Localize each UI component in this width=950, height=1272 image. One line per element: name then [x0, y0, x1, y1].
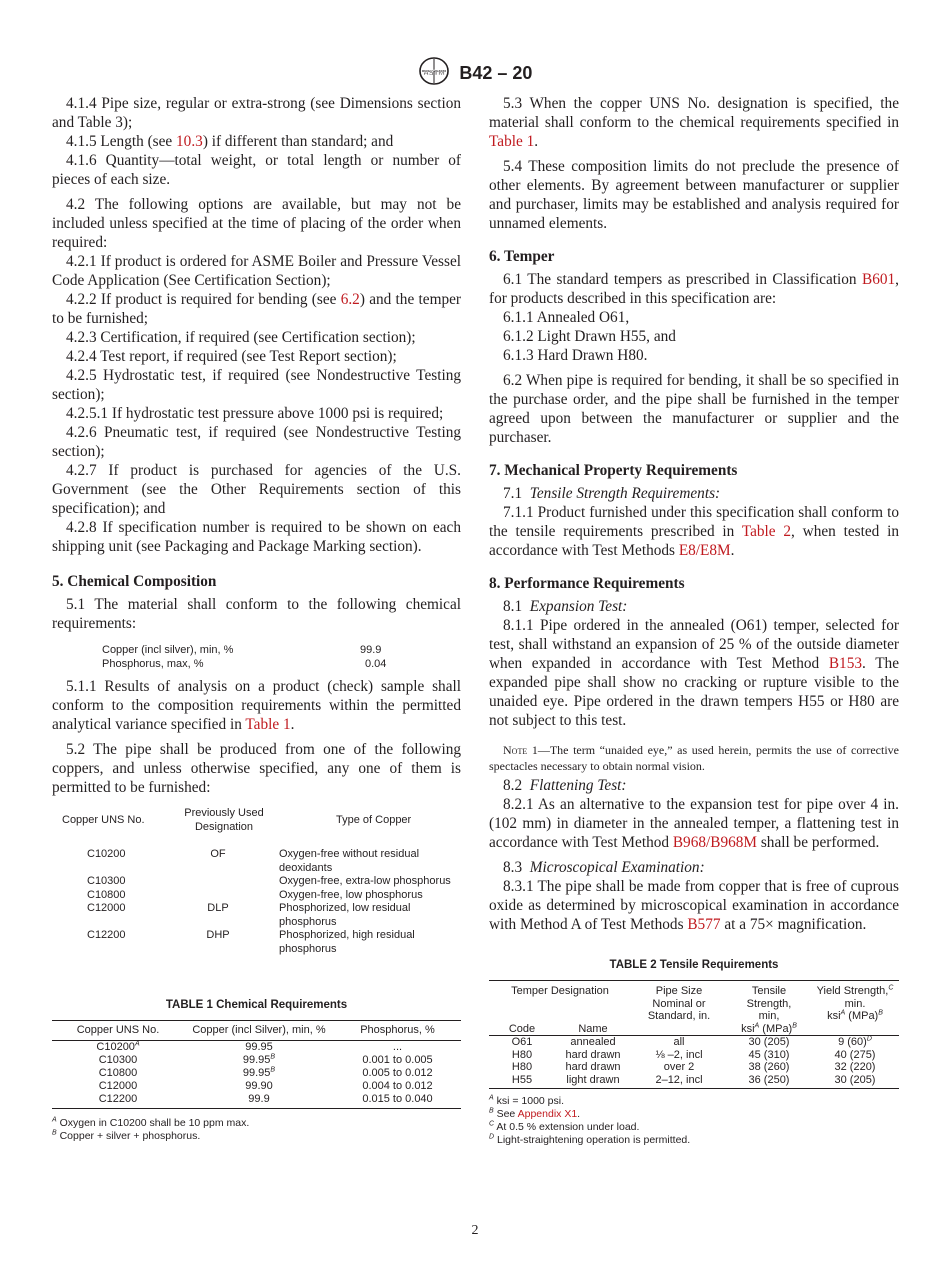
- link-b968[interactable]: B968/B968M: [672, 834, 758, 851]
- link-10-3[interactable]: 10.3: [176, 133, 203, 150]
- table-1-header: Copper UNS No. Copper (incl Silver), min, % Phosphorus, %: [52, 1021, 461, 1041]
- para-4-2: 4.2 The following options are available, but may not be included unless specified at the time of placing of the order when required:: [52, 196, 461, 251]
- link-table-2[interactable]: Table 2: [741, 523, 792, 540]
- table-2-subheader: Code Name: [489, 1005, 899, 1035]
- para-5-2: 5.2 The pipe shall be produced from one of the following coppers, and unless otherwise specified, any one of them is permitted to be furnished:: [52, 741, 461, 796]
- table-1-row: C12200 99.9 0.015 to 0.040: [52, 1093, 461, 1109]
- copper-types-header: Copper UNS No. Previously Used Designation Type of Copper: [62, 807, 412, 833]
- link-b577[interactable]: B577: [687, 916, 721, 933]
- para-7-1-1: 7.1.1 Product furnished under this specification shall conform to the tensile requirements prescribed in Table 2, when tested in accordance with Test Methods E8/E8M.: [489, 504, 899, 559]
- table-2-footnote-b: $^B$ See Appendix X1.: [489, 1107, 581, 1120]
- para-4-2-6: 4.2.6 Pneumatic test, if required (see Nondestructive Testing section);: [52, 424, 461, 460]
- table-2-row: H80 hard drawn over 2 38 (260) 32 (220): [511, 1061, 876, 1073]
- table-1: [52, 1020, 461, 1109]
- copper-row: C10800 Oxygen-free, low phosphorus: [87, 888, 423, 901]
- para-8-2-1: 8.2.1 As an alternative to the expansion test for pipe over 4 in. (102 mm) in diameter in the annealed temper, a flattening test in accordance with Test Method B968/B968M shall be performed.: [489, 796, 899, 851]
- link-table-1[interactable]: Table 1: [489, 133, 535, 150]
- link-b601[interactable]: B601: [862, 271, 896, 288]
- table-1-footnote-b: $^B$ Copper + silver + phosphorus.: [52, 1129, 201, 1142]
- para-8-1: 8.1 Expansion Test:: [503, 598, 628, 615]
- table-2-caption: TABLE 2 Tensile Requirements: [609, 959, 779, 971]
- table-2: [489, 980, 899, 1089]
- link-b153[interactable]: B153: [828, 655, 862, 672]
- copper-row: C10300 Oxygen-free, extra-low phosphorus: [87, 875, 451, 887]
- para-6-1-1: 6.1.1 Annealed O61,: [503, 309, 630, 326]
- composition-requirements: [102, 643, 461, 671]
- req-row: Copper (incl silver), min, % 99.9: [102, 644, 382, 656]
- svg-text:ASTM: ASTM: [422, 68, 445, 77]
- table-1-caption: TABLE 1 Chemical Requirements: [165, 999, 348, 1011]
- para-4-2-1: 4.2.1 If product is ordered for ASME Boiler and Pressure Vessel Code Application (See Certification Section);: [52, 253, 461, 289]
- para-8-3-1: 8.3.1 The pipe shall be made from copper that is free of cuprous oxide as determined by microscopical examination in accordance with Method A of Test Methods B577 at a 75× magnification.: [489, 878, 899, 933]
- table-1-row: C12000 99.90 0.004 to 0.012: [98, 1080, 433, 1092]
- table-2-footnote-c: $^C$ At 0.5 % extension under load.: [489, 1120, 640, 1133]
- table-1-row: $C10200^A$ 99.95 ...: [96, 1040, 403, 1053]
- para-5-1-1: 5.1.1 Results of analysis on a product (check) sample shall conform to the composition requirements within the permitted analytical variance specified in Table 1.: [52, 678, 461, 733]
- link-6-2[interactable]: 6.2: [340, 291, 360, 308]
- section-8-heading: 8. Performance Requirements: [489, 575, 685, 592]
- table-2-row: H55 light drawn 2–12, incl 36 (250) 30 (205): [489, 1074, 899, 1089]
- para-4-1-5: 4.1.5 Length (see 10.3) if different than standard; and: [66, 133, 394, 150]
- para-4-2-5-1: 4.2.5.1 If hydrostatic test pressure above 1000 psi is required;: [66, 405, 444, 422]
- copper-row: C10200 OF Oxygen-free without residual deoxidants: [87, 848, 420, 874]
- para-4-1-6: 4.1.6 Quantity—total weight, or total length or number of pieces of each size.: [52, 152, 461, 188]
- table-2-footnote-a: $^A$ ksi = 1000 psi.: [489, 1094, 565, 1107]
- copper-row: C12200 DHP Phosphorized, high residual phosphorus: [87, 929, 415, 955]
- table-1-row: C10800 $99.95^B$ 0.005 to 0.012: [98, 1066, 433, 1079]
- para-6-1-3: 6.1.3 Hard Drawn H80.: [503, 347, 648, 364]
- table-2-header: Temper Designation Pipe Size Nominal or Standard, in. Tensile Strength, min, ksi$^A$ (MPa)$^B$ Yield Strength,$^C$ min. ksi$^A$ (MPa)$^B$: [489, 981, 899, 1006]
- para-5-4: 5.4 These composition limits do not preclude the presence of other elements. By agreement between manufacturer or supplier and purchaser, limits may be established and analysis required for unnamed elements.: [489, 158, 899, 232]
- para-7-1: 7.1 Tensile Strength Requirements:: [503, 485, 721, 502]
- right-column: [489, 94, 899, 1147]
- para-8-1-1: 8.1.1 Pipe ordered in the annealed (O61) temper, selected for test, shall withstand an expansion of 25 % of the outside diameter when expanded in accordance with Test Method B153. The expanded pipe shall show no cracking or rupture visible to the unaided eye. Pipe ordered in the drawn tempers H55 or H80 are not subject to this test.: [489, 617, 899, 729]
- note-1: Note 1—The term “unaided eye,” as used herein, permits the use of corrective spectacles necessary to obtain normal vision.: [489, 743, 899, 773]
- para-4-2-7: 4.2.7 If product is purchased for agencies of the U.S. Government (see the Other Requirements section of this specification); and: [52, 462, 461, 517]
- para-6-1-2: 6.1.2 Light Drawn H55, and: [503, 328, 676, 345]
- astm-logo-icon: [418, 56, 450, 91]
- section-7-heading: 7. Mechanical Property Requirements: [489, 462, 738, 479]
- link-table-1[interactable]: Table 1: [245, 716, 291, 733]
- para-6-2: 6.2 When pipe is required for bending, it shall be so specified in the purchase order, and the pipe shall be furnished in the temper agreed upon between the manufacturer or supplier and the purchaser.: [489, 372, 899, 446]
- designation: B42 – 20: [459, 63, 533, 83]
- link-appendix-x1[interactable]: Appendix X1: [517, 1108, 578, 1120]
- para-4-2-5: 4.2.5 Hydrostatic test, if required (see Nondestructive Testing section);: [52, 367, 461, 403]
- para-6-1: 6.1 The standard tempers as prescribed in Classification B601, for products described in this specification are:: [489, 271, 899, 307]
- left-column: [52, 94, 461, 1143]
- para-4-2-2: 4.2.2 If product is required for bending (see 6.2) and the temper to be furnished;: [52, 291, 461, 327]
- para-5-1: 5.1 The material shall conform to the following chemical requirements:: [52, 596, 461, 632]
- copper-types-table: [52, 807, 461, 956]
- page-number: 2: [471, 1223, 479, 1238]
- para-8-3: 8.3 Microscopical Examination:: [503, 859, 705, 876]
- link-e8-e8m[interactable]: E8/E8M: [678, 542, 731, 559]
- section-5-heading: 5. Chemical Composition: [52, 573, 217, 590]
- table-2-row: H80 hard drawn ⅛ –2, incl 45 (310) 40 (275): [511, 1048, 876, 1061]
- para-4-2-8: 4.2.8 If specification number is required to be shown on each shipping unit (see Packaging and Package Marking section).: [52, 519, 461, 555]
- para-4-2-4: 4.2.4 Test report, if required (see Test Report section);: [66, 348, 397, 365]
- para-4-1-4: 4.1.4 Pipe size, regular or extra-strong (see Dimensions section and Table 3);: [52, 95, 461, 131]
- table-2-footnote-d: $^D$ Light-straightening operation is permitted.: [489, 1133, 691, 1146]
- req-row: Phosphorus, max, % 0.04: [102, 658, 387, 670]
- para-8-2: 8.2 Flattening Test:: [503, 777, 627, 794]
- page-header: [0, 56, 950, 91]
- para-4-2-3: 4.2.3 Certification, if required (see Certification section);: [66, 329, 416, 346]
- table-1-row: C10300 $99.95^B$ 0.001 to 0.005: [98, 1053, 433, 1066]
- table-1-footnote-a: $^A$ Oxygen in C10200 shall be 10 ppm max.: [52, 1116, 250, 1129]
- para-5-3: 5.3 When the copper UNS No. designation is specified, the material shall conform to the chemical requirements specified in Table 1.: [489, 95, 899, 150]
- copper-row: C12000 DLP Phosphorized, low residual phosphorus: [87, 902, 411, 928]
- table-2-row: O61 annealed all 30 (205) 9 $(60)^D$: [511, 1035, 872, 1048]
- section-6-heading: 6. Temper: [489, 248, 555, 265]
